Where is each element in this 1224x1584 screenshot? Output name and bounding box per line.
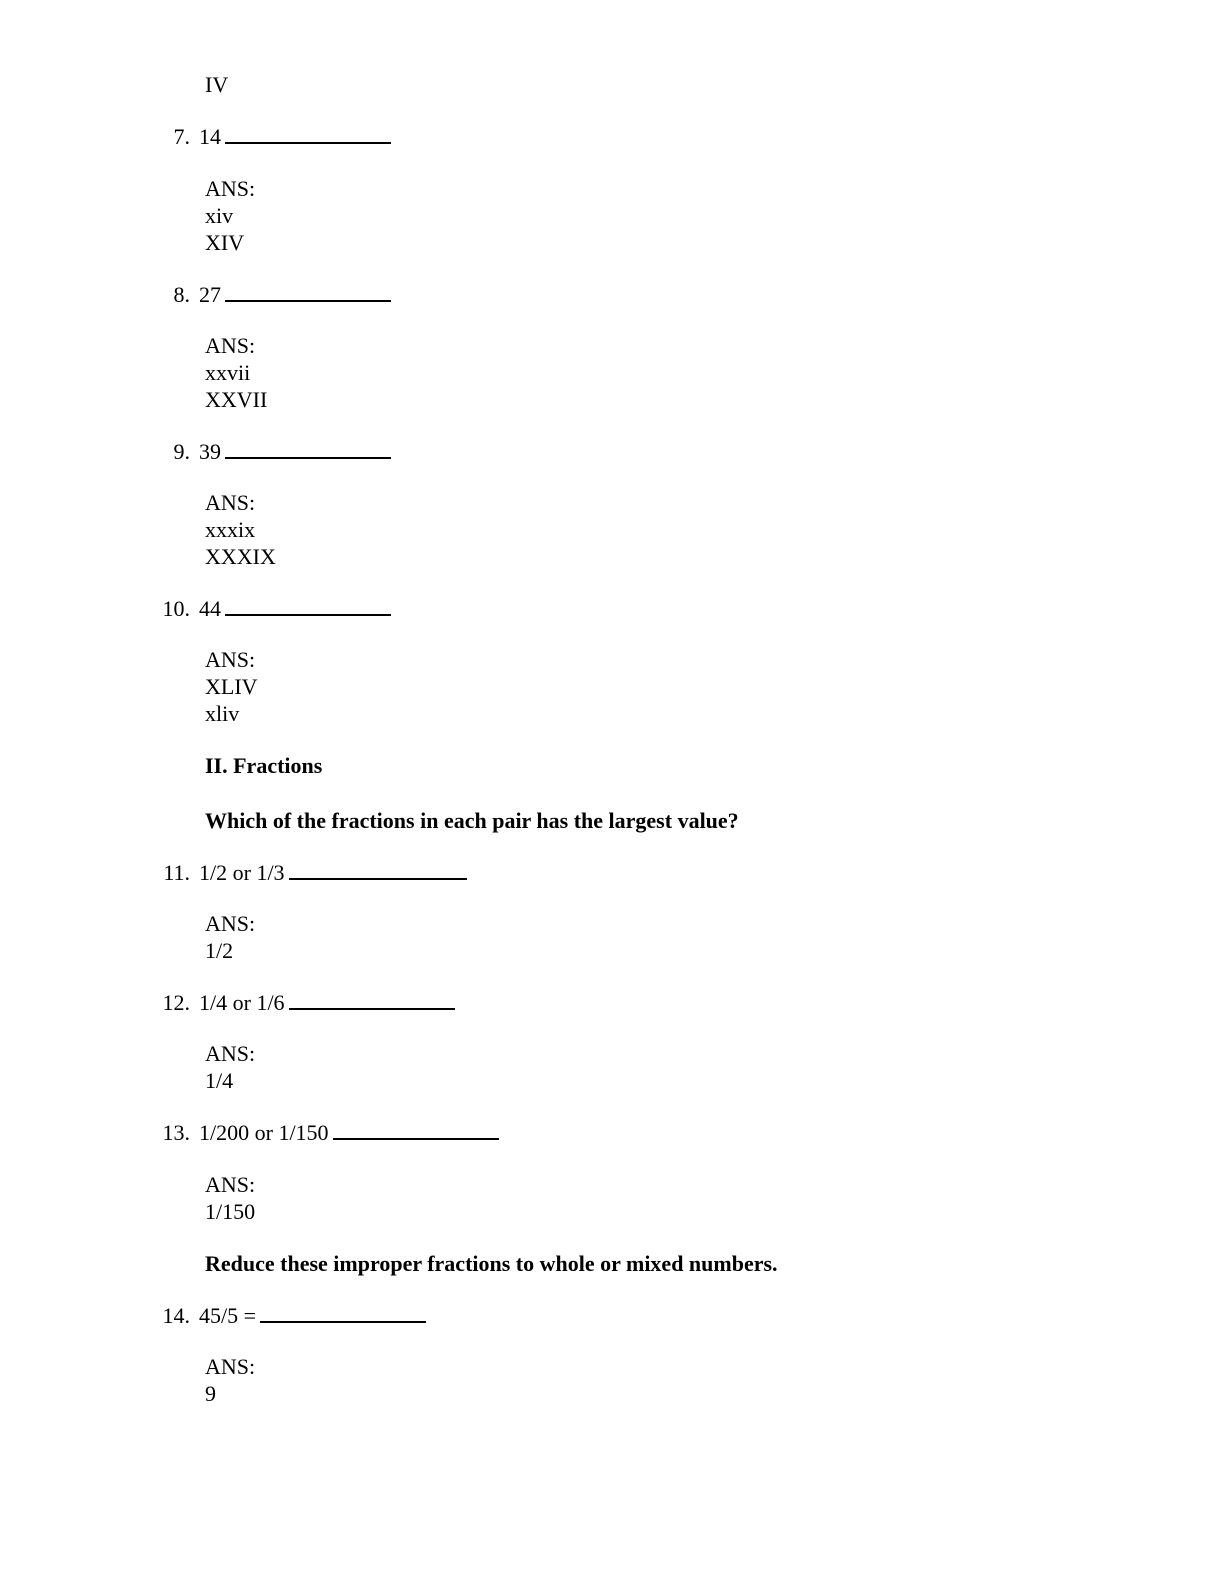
question-number: 11. xyxy=(163,860,190,885)
answer-text: XIV xyxy=(205,230,245,255)
answer-text: xliv xyxy=(205,701,240,726)
ans-label: ANS: xyxy=(205,911,256,936)
answer-text: 1/2 xyxy=(205,938,234,963)
question-prompt: 1/4 or 1/6 xyxy=(199,990,285,1015)
question-number: 10. xyxy=(162,596,190,621)
answer-blank[interactable] xyxy=(225,457,391,459)
ans-label: ANS: xyxy=(205,333,256,358)
answer-blank[interactable] xyxy=(260,1321,426,1323)
answer-blank[interactable] xyxy=(289,878,467,880)
question-prompt: 1/2 or 1/3 xyxy=(199,860,285,885)
answer-blank[interactable] xyxy=(225,142,391,144)
answer-text: 1/150 xyxy=(205,1199,256,1224)
ans-label: ANS: xyxy=(205,647,256,672)
question-number: 8. xyxy=(173,282,190,307)
question-row xyxy=(199,282,391,308)
answer-text: xiv xyxy=(205,203,234,228)
question-number: 12. xyxy=(162,990,190,1015)
question-row xyxy=(199,990,455,1016)
question-number: 7. xyxy=(173,124,190,149)
answer-blank[interactable] xyxy=(225,300,391,302)
question-row xyxy=(199,124,391,150)
ans-label: ANS: xyxy=(205,490,256,515)
ans-label: ANS: xyxy=(205,1354,256,1379)
answer-text: 9 xyxy=(205,1381,216,1406)
answer-blank[interactable] xyxy=(333,1138,499,1140)
question-row xyxy=(199,860,467,886)
question-prompt: 14 xyxy=(199,124,221,149)
ans-label: ANS: xyxy=(205,1172,256,1197)
answer-blank[interactable] xyxy=(225,614,391,616)
question-row xyxy=(199,1303,426,1329)
question-row xyxy=(199,439,391,465)
answer-text: XXVII xyxy=(205,387,268,412)
instruction-text: Reduce these improper fractions to whole or mixed numbers. xyxy=(205,1251,778,1276)
section-heading: II. Fractions xyxy=(205,753,323,778)
question-number: 9. xyxy=(173,439,190,464)
answer-text: XXXIX xyxy=(205,544,276,569)
question-row xyxy=(199,1120,499,1146)
instruction-text: Which of the fractions in each pair has the largest value? xyxy=(205,808,739,833)
question-prompt: 27 xyxy=(199,282,221,307)
question-prompt: 45/5 = xyxy=(199,1303,257,1328)
question-number: 14. xyxy=(162,1303,190,1328)
ans-label: ANS: xyxy=(205,176,256,201)
question-number: 13. xyxy=(162,1120,190,1145)
question-row xyxy=(199,596,391,622)
question-prompt: 39 xyxy=(199,439,221,464)
answer-blank[interactable] xyxy=(289,1008,455,1010)
answer-text: xxxix xyxy=(205,517,256,542)
answer-text: 1/4 xyxy=(205,1068,234,1093)
ans-label: ANS: xyxy=(205,1041,256,1066)
question-prompt: 44 xyxy=(199,596,221,621)
answer-text: xxvii xyxy=(205,360,251,385)
answer-text: IV xyxy=(205,72,229,97)
question-prompt: 1/200 or 1/150 xyxy=(199,1120,329,1145)
answer-text: XLIV xyxy=(205,674,258,699)
